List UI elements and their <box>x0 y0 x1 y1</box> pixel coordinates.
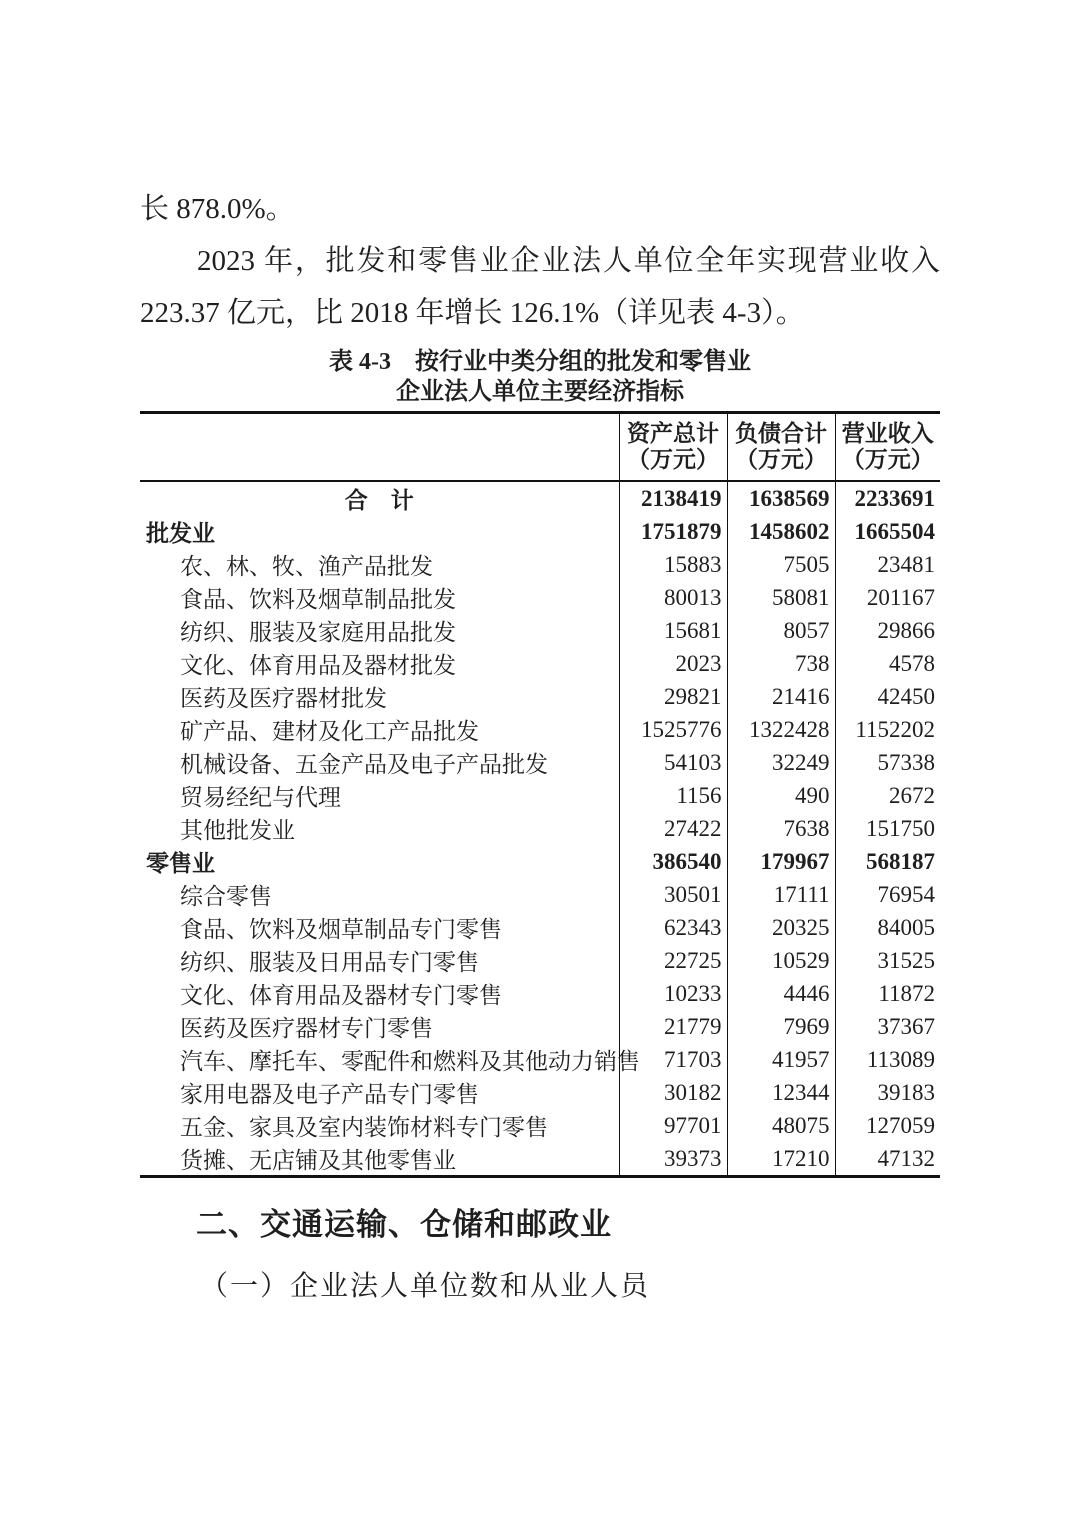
header-col-unit: （万元） <box>627 447 719 472</box>
row-value: 10233 <box>619 977 727 1010</box>
row-value: 1156 <box>619 779 727 812</box>
row-label: 纺织、服装及家庭用品批发 <box>180 620 456 645</box>
row-value: 1152202 <box>835 713 940 746</box>
row-value: 1458602 <box>727 515 835 548</box>
row-label: 零售业 <box>146 851 215 876</box>
header-col-name: 资产总计 <box>627 421 719 446</box>
table-title <box>140 347 940 407</box>
row-value: 21779 <box>619 1010 727 1043</box>
table-row <box>140 911 940 944</box>
header-label-cell <box>140 413 619 482</box>
row-value: 1638569 <box>727 481 835 515</box>
row-value: 42450 <box>835 680 940 713</box>
row-value: 201167 <box>835 581 940 614</box>
row-value: 97701 <box>619 1109 727 1142</box>
table-row <box>140 779 940 812</box>
row-label: 货摊、无店铺及其他零售业 <box>180 1148 456 1173</box>
row-value: 54103 <box>619 746 727 779</box>
row-value: 10529 <box>727 944 835 977</box>
paragraph-line-1: 2023 年，批发和零售业企业法人单位全年实现营业收入 <box>197 245 940 277</box>
subsection-heading: （一）企业法人单位数和从业人员 <box>200 1269 651 1302</box>
row-label: 机械设备、五金产品及电子产品批发 <box>180 752 548 777</box>
row-value: 113089 <box>835 1043 940 1076</box>
row-value: 29821 <box>619 680 727 713</box>
row-label: 农、林、牧、渔产品批发 <box>180 554 433 579</box>
row-label: 合 计 <box>344 488 414 513</box>
table-row <box>140 581 940 614</box>
row-value: 27422 <box>619 812 727 845</box>
row-label: 其他批发业 <box>180 818 295 843</box>
table-row <box>140 977 940 1010</box>
row-value: 2023 <box>619 647 727 680</box>
table-row <box>140 812 940 845</box>
row-value: 1665504 <box>835 515 940 548</box>
table-row <box>140 944 940 977</box>
row-value: 151750 <box>835 812 940 845</box>
row-label: 纺织、服装及日用品专门零售 <box>180 950 479 975</box>
row-label: 食品、饮料及烟草制品批发 <box>180 587 456 612</box>
row-value: 32249 <box>727 746 835 779</box>
row-value: 17111 <box>727 878 835 911</box>
row-value: 4578 <box>835 647 940 680</box>
table-header-row <box>140 413 940 482</box>
row-value: 386540 <box>619 845 727 878</box>
row-value: 39183 <box>835 1076 940 1109</box>
row-label: 食品、饮料及烟草制品专门零售 <box>180 917 502 942</box>
header-col-unit: （万元） <box>841 447 934 472</box>
header-col-unit: （万元） <box>735 447 827 472</box>
table-row <box>140 746 940 779</box>
row-label: 医药及医疗器材批发 <box>180 686 387 711</box>
row-value: 21416 <box>727 680 835 713</box>
paragraph-continuation-line: 长 878.0%。 <box>140 193 295 225</box>
row-value: 738 <box>727 647 835 680</box>
row-value: 7505 <box>727 548 835 581</box>
table-row <box>140 1142 940 1177</box>
table-row <box>140 1010 940 1043</box>
table-row <box>140 1043 940 1076</box>
row-label: 文化、体育用品及器材批发 <box>180 653 456 678</box>
row-value: 1751879 <box>619 515 727 548</box>
row-value: 22725 <box>619 944 727 977</box>
row-value: 1322428 <box>727 713 835 746</box>
row-label: 矿产品、建材及化工产品批发 <box>180 719 479 744</box>
row-label: 汽车、摩托车、零配件和燃料及其他动力销售 <box>180 1049 640 1074</box>
header-col-liabilities <box>727 413 835 482</box>
row-value: 15681 <box>619 614 727 647</box>
row-value: 48075 <box>727 1109 835 1142</box>
row-value: 179967 <box>727 845 835 878</box>
table-row <box>140 878 940 911</box>
row-value: 7969 <box>727 1010 835 1043</box>
row-value: 31525 <box>835 944 940 977</box>
row-value: 23481 <box>835 548 940 581</box>
table-title-line-2: 企业法人单位主要经济指标 <box>396 379 684 405</box>
row-label: 五金、家具及室内装饰材料专门零售 <box>180 1115 548 1140</box>
row-value: 84005 <box>835 911 940 944</box>
table-row <box>140 614 940 647</box>
row-value: 568187 <box>835 845 940 878</box>
row-value: 127059 <box>835 1109 940 1142</box>
table-header <box>140 413 940 482</box>
row-value: 58081 <box>727 581 835 614</box>
row-label: 贸易经纪与代理 <box>180 785 341 810</box>
row-value: 30501 <box>619 878 727 911</box>
row-value: 76954 <box>835 878 940 911</box>
row-value: 62343 <box>619 911 727 944</box>
section-heading: 二、交通运输、仓储和邮政业 <box>196 1207 612 1242</box>
row-value: 20325 <box>727 911 835 944</box>
row-value: 41957 <box>727 1043 835 1076</box>
table-title-line-1: 表 4-3 按行业中类分组的批发和零售业 <box>329 349 751 375</box>
header-col-revenue <box>835 413 940 482</box>
table-row <box>140 647 940 680</box>
row-value: 37367 <box>835 1010 940 1043</box>
table-body <box>140 481 940 1177</box>
row-value: 71703 <box>619 1043 727 1076</box>
row-value: 11872 <box>835 977 940 1010</box>
table-row <box>140 515 940 548</box>
table-row <box>140 845 940 878</box>
economic-indicators-table <box>140 411 940 1178</box>
table-row <box>140 1076 940 1109</box>
row-value: 30182 <box>619 1076 727 1109</box>
row-label: 批发业 <box>146 521 215 546</box>
row-label: 医药及医疗器材专门零售 <box>180 1016 433 1041</box>
row-value: 4446 <box>727 977 835 1010</box>
row-value: 80013 <box>619 581 727 614</box>
row-label: 家用电器及电子产品专门零售 <box>180 1082 479 1107</box>
row-value: 7638 <box>727 812 835 845</box>
row-value: 8057 <box>727 614 835 647</box>
row-value: 2233691 <box>835 481 940 515</box>
table-row <box>140 548 940 581</box>
table-row <box>140 481 940 515</box>
paragraph-line-2: 223.37 亿元，比 2018 年增长 126.1%（详见表 4-3）。 <box>140 297 805 329</box>
row-value: 39373 <box>619 1142 727 1177</box>
row-value: 2138419 <box>619 481 727 515</box>
row-value: 57338 <box>835 746 940 779</box>
table-row <box>140 713 940 746</box>
row-label: 文化、体育用品及器材专门零售 <box>180 983 502 1008</box>
header-col-name: 营业收入 <box>841 421 934 446</box>
row-label: 综合零售 <box>180 884 272 909</box>
row-value: 15883 <box>619 548 727 581</box>
row-value: 490 <box>727 779 835 812</box>
row-value: 1525776 <box>619 713 727 746</box>
table-row <box>140 680 940 713</box>
row-value: 17210 <box>727 1142 835 1177</box>
row-value: 12344 <box>727 1076 835 1109</box>
table-row <box>140 1109 940 1142</box>
header-col-name: 负债合计 <box>735 421 827 446</box>
row-value: 47132 <box>835 1142 940 1177</box>
row-value: 29866 <box>835 614 940 647</box>
header-col-assets <box>619 413 727 482</box>
row-value: 2672 <box>835 779 940 812</box>
